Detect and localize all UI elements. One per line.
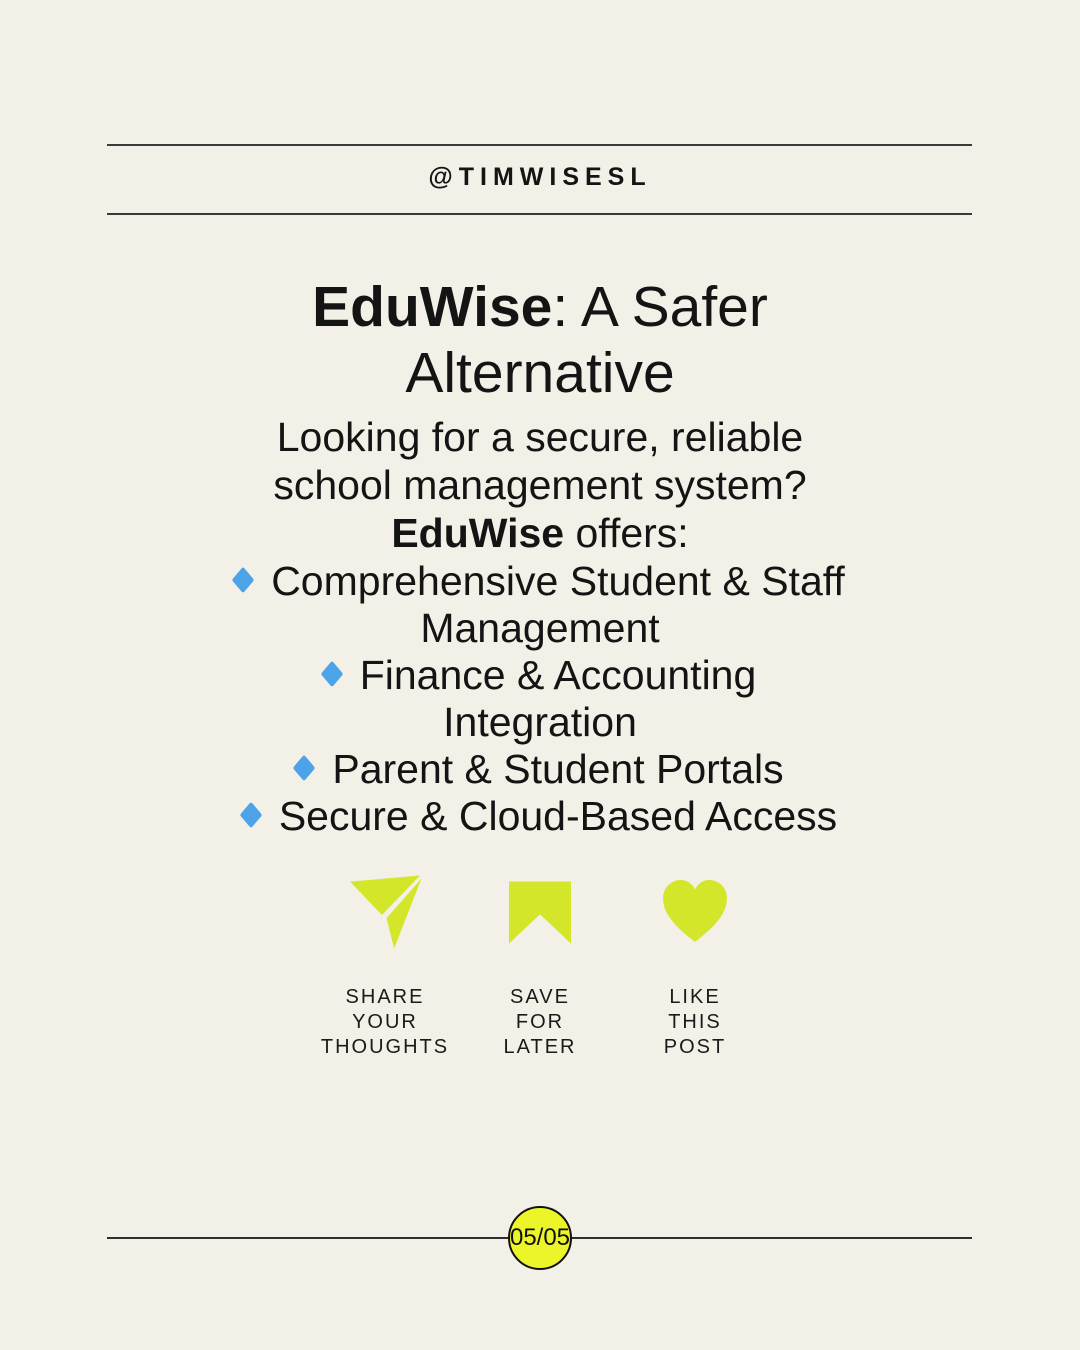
heart-icon: [658, 872, 732, 952]
page-indicator-badge: [508, 1206, 572, 1270]
diamond-bullet-icon: [232, 567, 255, 594]
page-indicator: 05/05: [509, 1224, 571, 1251]
diamond-bullet-icon: [239, 802, 262, 829]
list-item: [90, 793, 990, 840]
save-action[interactable]: [463, 872, 618, 1060]
feature-list: [90, 558, 990, 840]
bookmark-icon: [509, 872, 571, 952]
title-rest: : A Safer: [552, 275, 768, 339]
list-item: [90, 652, 990, 746]
share-icon: [341, 872, 429, 952]
intro-line2: school management system?: [273, 462, 807, 508]
intro-line1: Looking for a secure, reliable: [276, 414, 804, 460]
save-label: SAVE FOR LATER: [503, 986, 577, 1058]
feature-text: Management: [420, 605, 660, 651]
main-content: [90, 274, 990, 840]
like-action[interactable]: [618, 872, 773, 1060]
header-rule-top: [107, 144, 972, 146]
offers-brand: EduWise: [391, 510, 565, 556]
feature-text: Comprehensive Student & Staff: [271, 558, 845, 604]
title-brand: EduWise: [312, 275, 553, 339]
account-handle[interactable]: @TIMWISESL: [428, 163, 652, 191]
list-item: [90, 558, 990, 652]
title-line2: Alternative: [405, 341, 675, 405]
diamond-bullet-icon: [293, 755, 316, 782]
like-label: LIKE THIS POST: [663, 986, 727, 1058]
diamond-bullet-icon: [320, 661, 343, 688]
offers-line: [90, 509, 990, 557]
intro-text: [90, 413, 990, 557]
share-label: SHARE YOUR THOUGHTS: [320, 986, 450, 1058]
offers-rest: offers:: [564, 510, 689, 556]
feature-text: Secure & Cloud-Based Access: [278, 793, 838, 839]
feature-text: Parent & Student Portals: [332, 746, 784, 792]
page-title: [90, 274, 990, 406]
engagement-actions: [0, 872, 1080, 1060]
feature-text: Integration: [443, 699, 637, 745]
feature-text: Finance & Accounting: [359, 652, 757, 698]
share-action[interactable]: [308, 872, 463, 1060]
header-rule-bottom: [107, 213, 972, 215]
list-item: [90, 746, 990, 793]
